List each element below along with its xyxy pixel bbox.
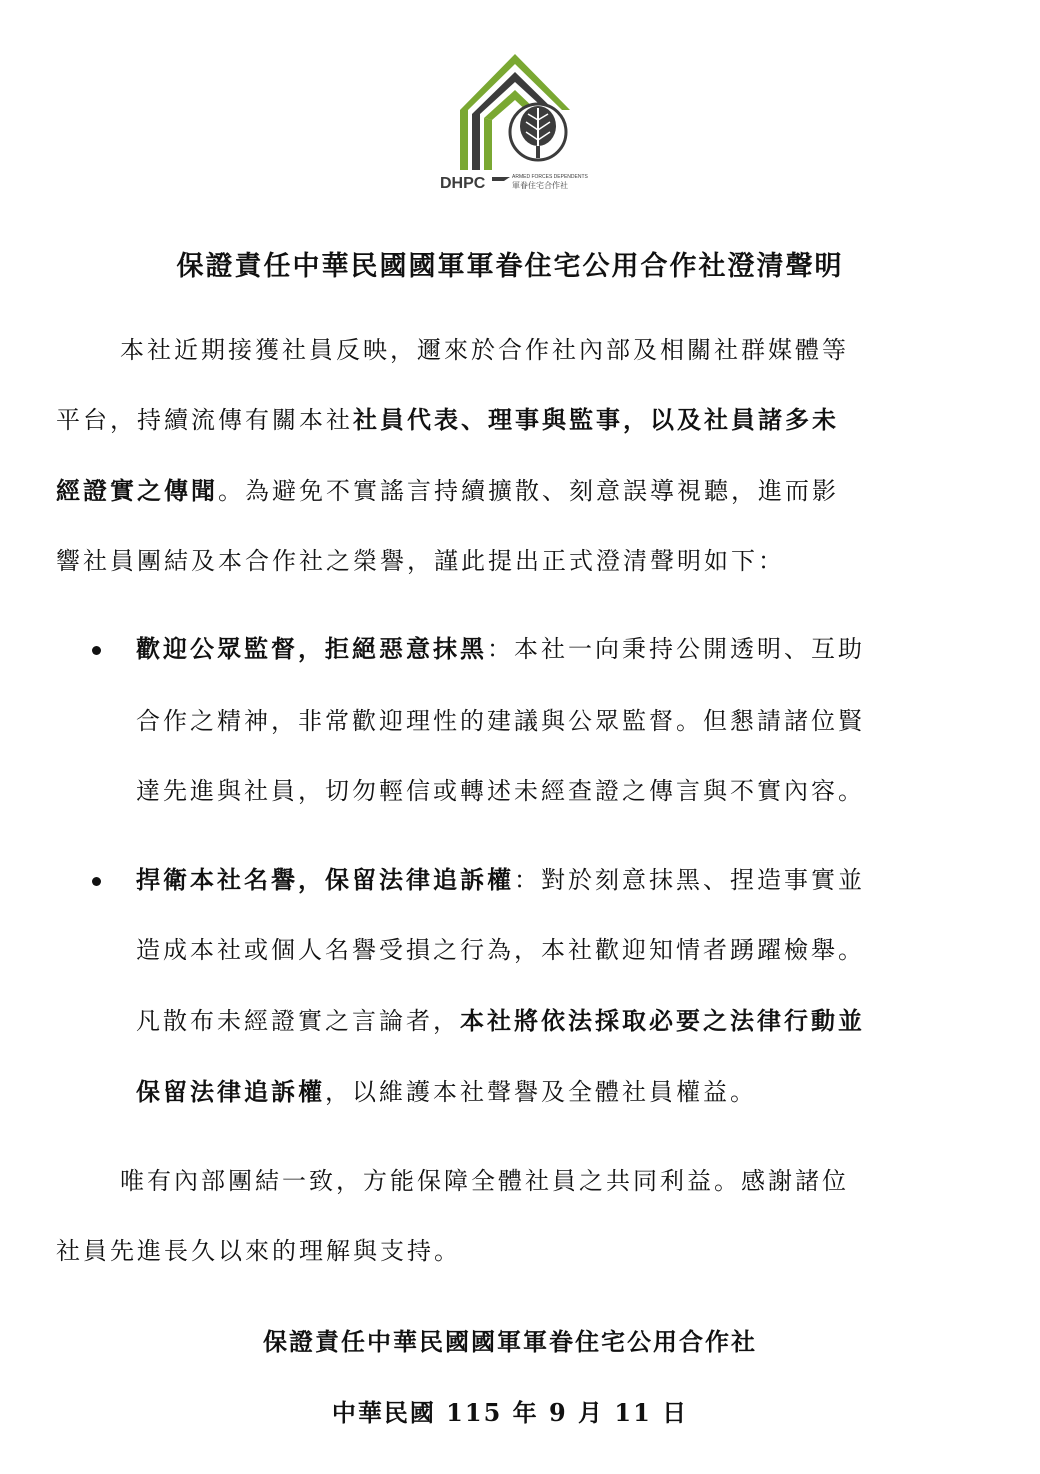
logo-subtitle-en: ARMED FORCES DEPENDENTS xyxy=(512,174,588,180)
bullet1-line-1: 歡迎公眾監督，拒絕惡意抹黑：本社一向秉持公開透明、互助 xyxy=(136,634,865,663)
document-title: 保證責任中華民國國軍軍眷住宅公用合作社澄清聲明 xyxy=(176,251,844,282)
closing-line-2: 社員先進長久以來的理解與支持。 xyxy=(56,1237,461,1265)
logo-wordmark: DHPC xyxy=(440,175,486,192)
closing-line-1: 唯有內部團結一致，方能保障全體社員之共同利益。感謝諸位 xyxy=(120,1167,849,1195)
bullet2-line-1: 捍衛本社名譽，保留法律追訴權：對於刻意抹黑、捏造事實並 xyxy=(136,865,865,894)
signature-date: 中華民國 115 年 9 月 11 日 xyxy=(331,1398,689,1427)
intro-line-4: 響社員團結及本合作社之榮譽，謹此提出正式澄清聲明如下： xyxy=(56,547,785,575)
intro-line-3: 經證實之傳聞。為避免不實謠言持續擴散、刻意誤導視聽，進而影 xyxy=(56,476,839,505)
signature-org: 保證責任中華民國國軍軍眷住宅公用合作社 xyxy=(263,1327,757,1356)
intro-line-1: 本社近期接獲社員反映，邇來於合作社內部及相關社群媒體等 xyxy=(120,336,849,364)
bullet-dot-2 xyxy=(92,877,104,889)
bullet2-line-4: 保留法律追訴權，以維護本社聲譽及全體社員權益。 xyxy=(136,1077,757,1106)
bullet2-line-3: 凡散布未經證實之言論者，本社將依法採取必要之法律行動並 xyxy=(136,1006,865,1035)
bullet-dot-1 xyxy=(92,646,104,658)
dhpc-logo xyxy=(440,50,590,192)
logo-subtitle-zh: 軍眷住宅合作社 xyxy=(512,181,568,190)
intro-line-2: 平台，持續流傳有關本社社員代表、理事與監事，以及社員諸多未 xyxy=(56,405,839,434)
bullet2-line-2: 造成本社或個人名譽受損之行為，本社歡迎知情者踴躍檢舉。 xyxy=(136,936,865,964)
bullet1-line-2: 合作之精神，非常歡迎理性的建議與公眾監督。但懇請諸位賢 xyxy=(136,707,865,735)
bullet1-line-3: 達先進與社員，切勿輕信或轉述未經查證之傳言與不實內容。 xyxy=(136,777,865,805)
